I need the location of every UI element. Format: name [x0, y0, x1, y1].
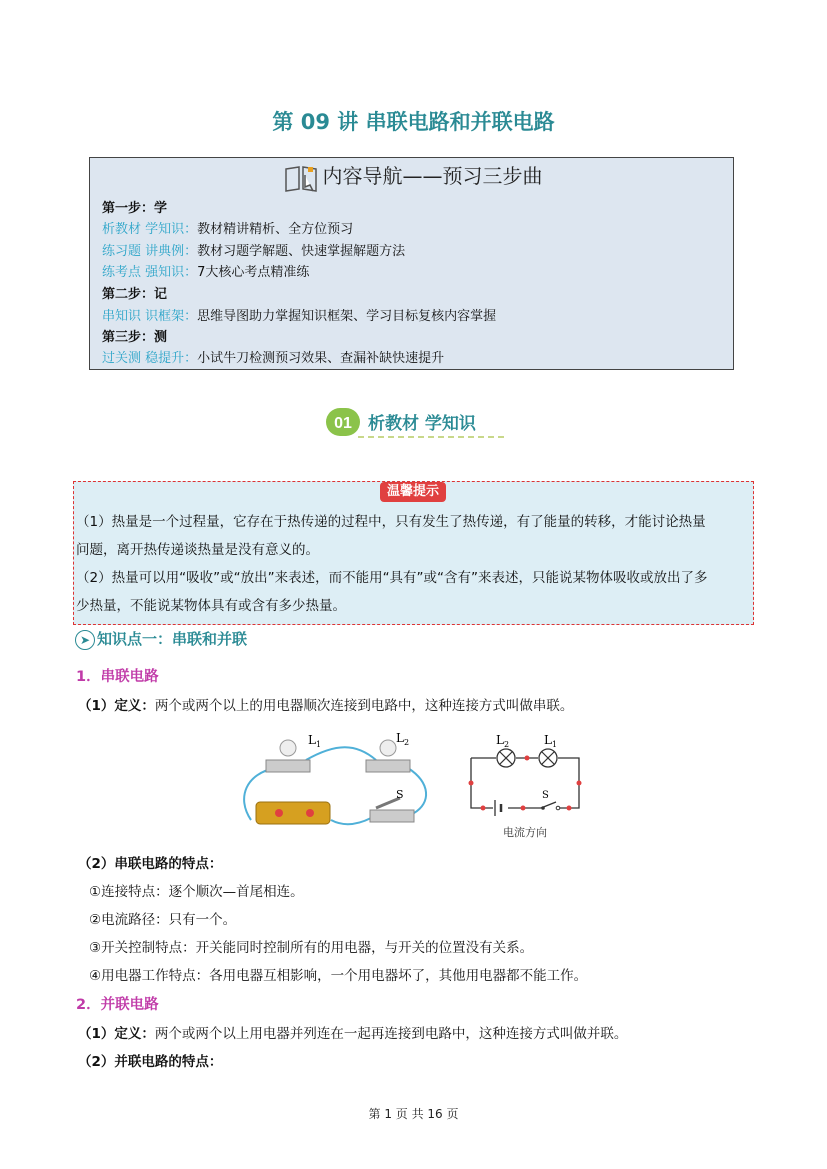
series-feature-4: ④用电器工作特点：各用电器互相影响，一个用电器坏了，其他用电器都不能工作。	[89, 968, 588, 984]
section-title: 析教材 学知识	[368, 414, 476, 434]
def-text: 两个或两个以上的用电器顺次连接到电路中，这种连接方式叫做串联。	[154, 698, 574, 714]
nav-line-label: 练习题 讲典例：	[102, 244, 198, 259]
nav-line-3	[102, 263, 309, 283]
schem-L2-sub: 2	[504, 740, 510, 749]
def-label: （1）定义：	[78, 1026, 155, 1042]
series-feature-1: ①连接特点：逐个顺次—首尾相连。	[89, 884, 304, 900]
arrow-circle-icon: ➤	[75, 630, 95, 650]
nav-line-5	[102, 349, 444, 369]
tip-p2a: （2）热量可以用“吸收”或“放出”来表述，而不能用“具有”或“含有”来表述，只能说某物体吸收或放出了多	[76, 570, 708, 586]
phys-S-label: S	[396, 788, 404, 801]
nav-line-1	[102, 220, 353, 240]
nav-line-label: 串知识 识框架：	[102, 309, 198, 324]
series-definition	[78, 694, 573, 714]
schem-caption: 电流方向	[503, 826, 547, 839]
nav-step2: 第二步：记	[102, 287, 168, 302]
nav-line-text: 教材习题学解题、快速掌握解题方法	[197, 244, 406, 259]
nav-heading-text: 内容导航——预习三步曲	[322, 164, 543, 188]
phys-L2-sub: 2	[404, 738, 410, 747]
features-label: （2）串联电路的特点：	[78, 856, 223, 872]
nav-line-text: 7大核心考点精准练	[197, 265, 310, 280]
schem-L2-label: L	[496, 733, 504, 747]
knowledge-point-heading	[75, 628, 247, 650]
physical-series-circuit-image	[236, 728, 436, 832]
book-pointer-icon	[283, 163, 319, 193]
series-feature-3: ③开关控制特点：开关能同时控制所有的用电器，与开关的位置没有关系。	[89, 940, 534, 956]
nav-step1: 第一步：学	[102, 201, 168, 216]
def-label: （1）定义：	[78, 698, 155, 714]
phys-L2-label: L	[396, 731, 404, 745]
knowledge-title: 知识点一：串联和并联	[97, 630, 248, 648]
parallel-definition	[78, 1022, 627, 1042]
series-schematic-diagram	[463, 728, 588, 840]
series-feature-2: ②电流路径：只有一个。	[89, 912, 237, 928]
page-footer: 第 1 页 共 16 页	[368, 1107, 459, 1121]
series-heading: 1．串联电路	[76, 669, 159, 685]
nav-line-text: 思维导图助力掌握知识框架、学习目标复核内容掌握	[197, 309, 497, 324]
nav-line-text: 教材精讲精析、全方位预习	[197, 222, 354, 237]
phys-L1-sub: 1	[316, 740, 322, 749]
tip-p1a: （1）热量是一个过程量，它存在于热传递的过程中，只有发生了热传递，有了能量的转移，才能讨论热量	[76, 514, 706, 530]
content-nav-box	[89, 157, 734, 370]
schem-S-label: S	[542, 790, 549, 801]
series-features-label	[78, 852, 222, 872]
nav-step3: 第三步：测	[102, 330, 168, 345]
nav-line-label: 析教材 学知识：	[102, 222, 198, 237]
def-text: 两个或两个以上用电器并列连在一起再连接到电路中，这种连接方式叫做并联。	[154, 1026, 628, 1042]
nav-line-label: 过关测 稳提升：	[102, 351, 198, 366]
nav-heading	[90, 160, 735, 193]
page-title: 第 09 讲 串联电路和并联电路	[272, 110, 555, 134]
section-number-badge	[325, 406, 361, 438]
nav-line-2	[102, 242, 405, 262]
section-underline	[358, 436, 504, 438]
nav-line-text: 小试牛刀检测预习效果、查漏补缺快速提升	[197, 351, 445, 366]
schem-L1-sub: 1	[552, 740, 558, 749]
parallel-features-label	[78, 1050, 222, 1070]
tip-p2b: 少热量，不能说某物体具有或含有多少热量。	[76, 598, 346, 614]
tip-badge: 温馨提示	[380, 482, 446, 502]
parallel-heading: 2．并联电路	[76, 997, 159, 1013]
nav-line-label: 练考点 强知识：	[102, 265, 198, 280]
schem-L1-label: L	[544, 733, 552, 747]
features-label: （2）并联电路的特点：	[78, 1054, 223, 1070]
section-number: 01	[334, 415, 352, 432]
tip-p1b: 问题，离开热传递谈热量是没有意义的。	[76, 542, 319, 558]
nav-line-4	[102, 307, 496, 327]
phys-L1-label: L	[308, 733, 316, 747]
